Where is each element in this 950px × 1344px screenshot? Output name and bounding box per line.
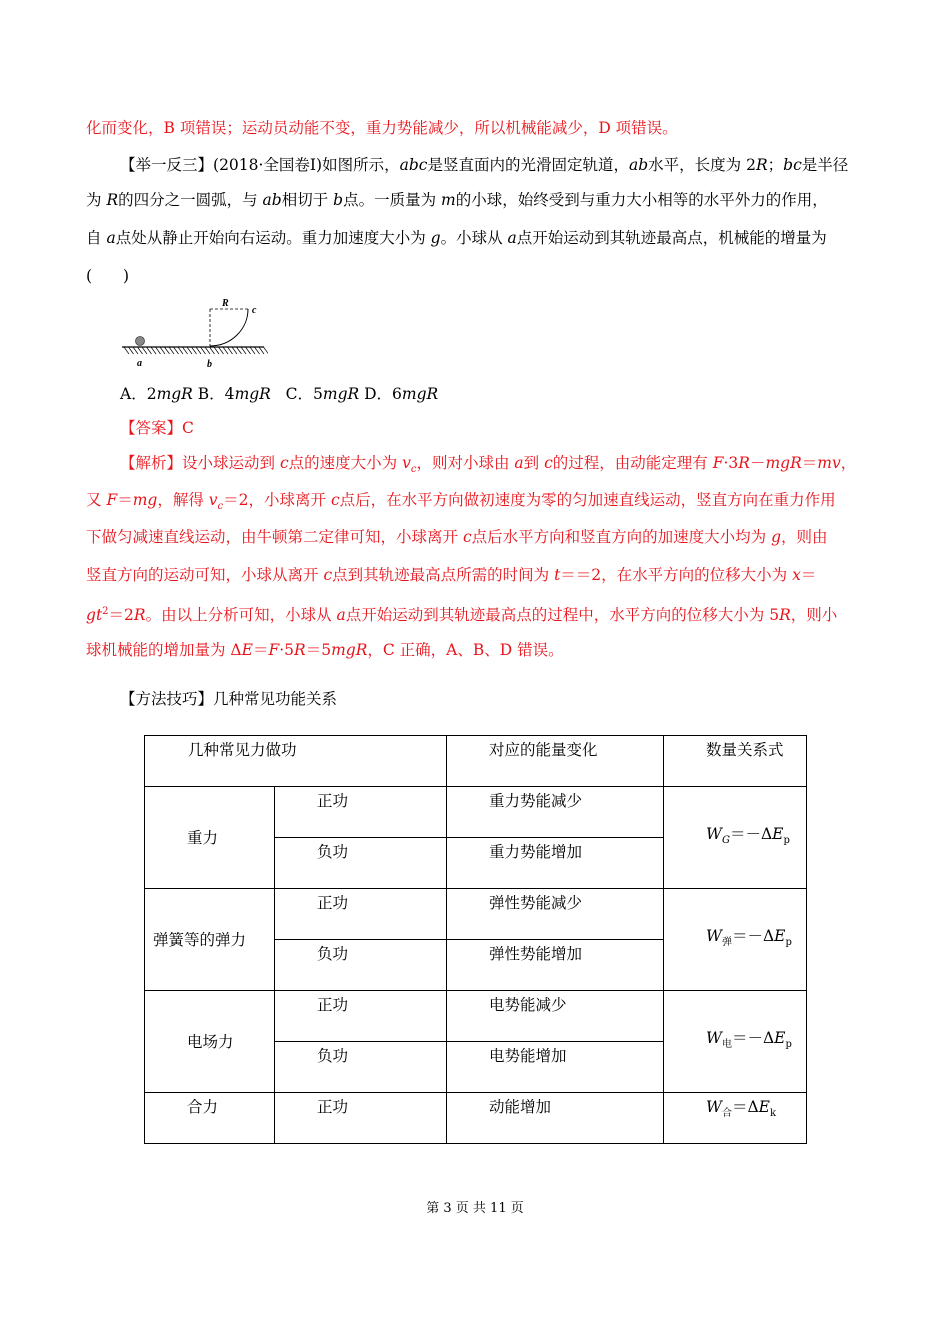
hatch-mark — [174, 347, 179, 354]
hatch-mark — [223, 347, 228, 354]
energy-change: 重力势能减少 — [447, 787, 664, 838]
options-line: A．2mgR B．4mgR C．5mgR D．6mgR — [120, 385, 439, 403]
force-gravity: 重力 — [145, 787, 275, 889]
hatch-mark — [264, 347, 269, 354]
label-a: a — [137, 358, 142, 369]
work-negative: 负功 — [275, 940, 447, 991]
problem-line-1: 【举一反三】(2018·全国卷Ⅰ)如图所示，abc是竖直面内的光滑固定轨道，ab水平，长度为 2R；bc是半径 — [120, 156, 849, 174]
header-energy-change: 对应的能量变化 — [447, 736, 664, 787]
work-positive: 正功 — [275, 787, 447, 838]
hatch-mark — [165, 347, 170, 354]
top-line: 化而变化，B 项错误；运动员动能不变，重力势能减少，所以机械能减少，D 项错误。 — [86, 119, 678, 137]
table-row — [145, 889, 807, 940]
problem-line-3: 自 a点处从静止开始向右运动。重力加速度大小为 g。小球从 a点开始运动到其轨迹最高点，机械能的增量为 — [86, 229, 827, 247]
analysis-line-1: 【解析】设小球运动到 c点的速度大小为 $v_c$，则对小球由 a到 c的过程，由动能定理有 F·3R－mgR＝mv， — [120, 454, 857, 476]
hatch-mark — [210, 347, 215, 354]
hatch-mark — [237, 347, 242, 354]
header-force-work: 几种常见力做功 — [145, 736, 447, 787]
hatch-mark — [160, 347, 165, 354]
hatch-mark — [201, 347, 206, 354]
energy-change: 重力势能增加 — [447, 838, 664, 889]
force-net: 合力 — [145, 1093, 275, 1144]
table-row — [145, 1093, 807, 1144]
header-relation: 数量关系式 — [664, 736, 807, 787]
label-R: R — [222, 298, 229, 309]
energy-change: 电势能增加 — [447, 1042, 664, 1093]
table-header-row — [145, 736, 807, 787]
relation-formula: $W_G=-\Delta E_p$ — [664, 787, 807, 889]
analysis-line-5: $gt^2=2R$。由以上分析可知，小球从 a点开始运动到其轨迹最高点的过程中，水平方向的位移大小为 5R，则小 — [86, 606, 838, 625]
hatch-mark — [219, 347, 224, 354]
work-energy-table — [144, 735, 807, 1144]
track-diagram — [118, 296, 268, 376]
hatch-mark — [246, 347, 251, 354]
hatch-mark — [214, 347, 219, 354]
hatch-mark — [142, 347, 147, 354]
hatch-mark — [178, 347, 183, 354]
hatch-mark — [169, 347, 174, 354]
hatch-mark — [183, 347, 188, 354]
analysis-line-2: 又 F＝mg，解得 $v_c=2$，小球离开 c点后，在水平方向做初速度为零的匀加速直线运动，竖直方向在重力作用 — [86, 491, 836, 513]
quarter-arc — [210, 309, 248, 346]
method-title: 【方法技巧】几种常见功能关系 — [120, 690, 338, 708]
page-footer: 第 3 页 共 11 页 — [426, 1201, 524, 1216]
hatch-mark — [196, 347, 201, 354]
hatch-mark — [232, 347, 237, 354]
hatch-mark — [156, 347, 161, 354]
answer-paren: ( ) — [86, 267, 130, 285]
hatch-mark — [228, 347, 233, 354]
hatch-mark — [205, 347, 210, 354]
work-positive: 正功 — [275, 991, 447, 1042]
answer: 【答案】C — [120, 419, 194, 437]
work-positive: 正功 — [275, 1093, 447, 1144]
relation-formula: $W_电=-\Delta E_p$ — [664, 991, 807, 1093]
label-c: c — [252, 305, 257, 316]
relation-formula: $W_合=\Delta E_k$ — [664, 1093, 807, 1144]
hatch-mark — [147, 347, 152, 354]
hatch-mark — [255, 347, 260, 354]
problem-line-2: 为 R的四分之一圆弧，与 ab相切于 b点。一质量为 m的小球，始终受到与重力大小相等的水平外力的作用， — [86, 191, 828, 209]
hatch-mark — [187, 347, 192, 354]
work-positive: 正功 — [275, 889, 447, 940]
analysis-line-3: 下做匀减速直线运动，由牛顿第二定律可知，小球离开 c点后水平方向和竖直方向的加速度大小均为 g，则由 — [86, 528, 828, 546]
analysis-line-6: 球机械能的增加量为 ΔE＝F·5R＝5mgR，C 正确，A、B、D 错误。 — [86, 641, 564, 659]
work-negative: 负功 — [275, 1042, 447, 1093]
hatch-mark — [250, 347, 255, 354]
force-electric: 电场力 — [145, 991, 275, 1093]
table-row — [145, 991, 807, 1042]
hatch-mark — [129, 347, 134, 354]
hatch-mark — [192, 347, 197, 354]
hatch-mark — [124, 347, 129, 354]
energy-change: 弹性势能增加 — [447, 940, 664, 991]
hatch-mark — [133, 347, 138, 354]
table-row — [145, 787, 807, 838]
analysis-line-4: 竖直方向的运动可知，小球从离开 c点到其轨迹最高点所需的时间为 t＝＝2，在水平方向的位移大小为 x＝ — [86, 566, 817, 584]
energy-change: 动能增加 — [447, 1093, 664, 1144]
relation-formula: $W_弹=-\Delta E_p$ — [664, 889, 807, 991]
label-b: b — [207, 359, 212, 370]
hatch-mark — [259, 347, 264, 354]
energy-change: 弹性势能减少 — [447, 889, 664, 940]
hatch-mark — [151, 347, 156, 354]
force-spring: 弹簧等的弹力 — [145, 889, 275, 991]
hatch-mark — [241, 347, 246, 354]
hatch-mark — [138, 347, 143, 354]
work-negative: 负功 — [275, 838, 447, 889]
ball — [136, 337, 145, 346]
energy-change: 电势能减少 — [447, 991, 664, 1042]
